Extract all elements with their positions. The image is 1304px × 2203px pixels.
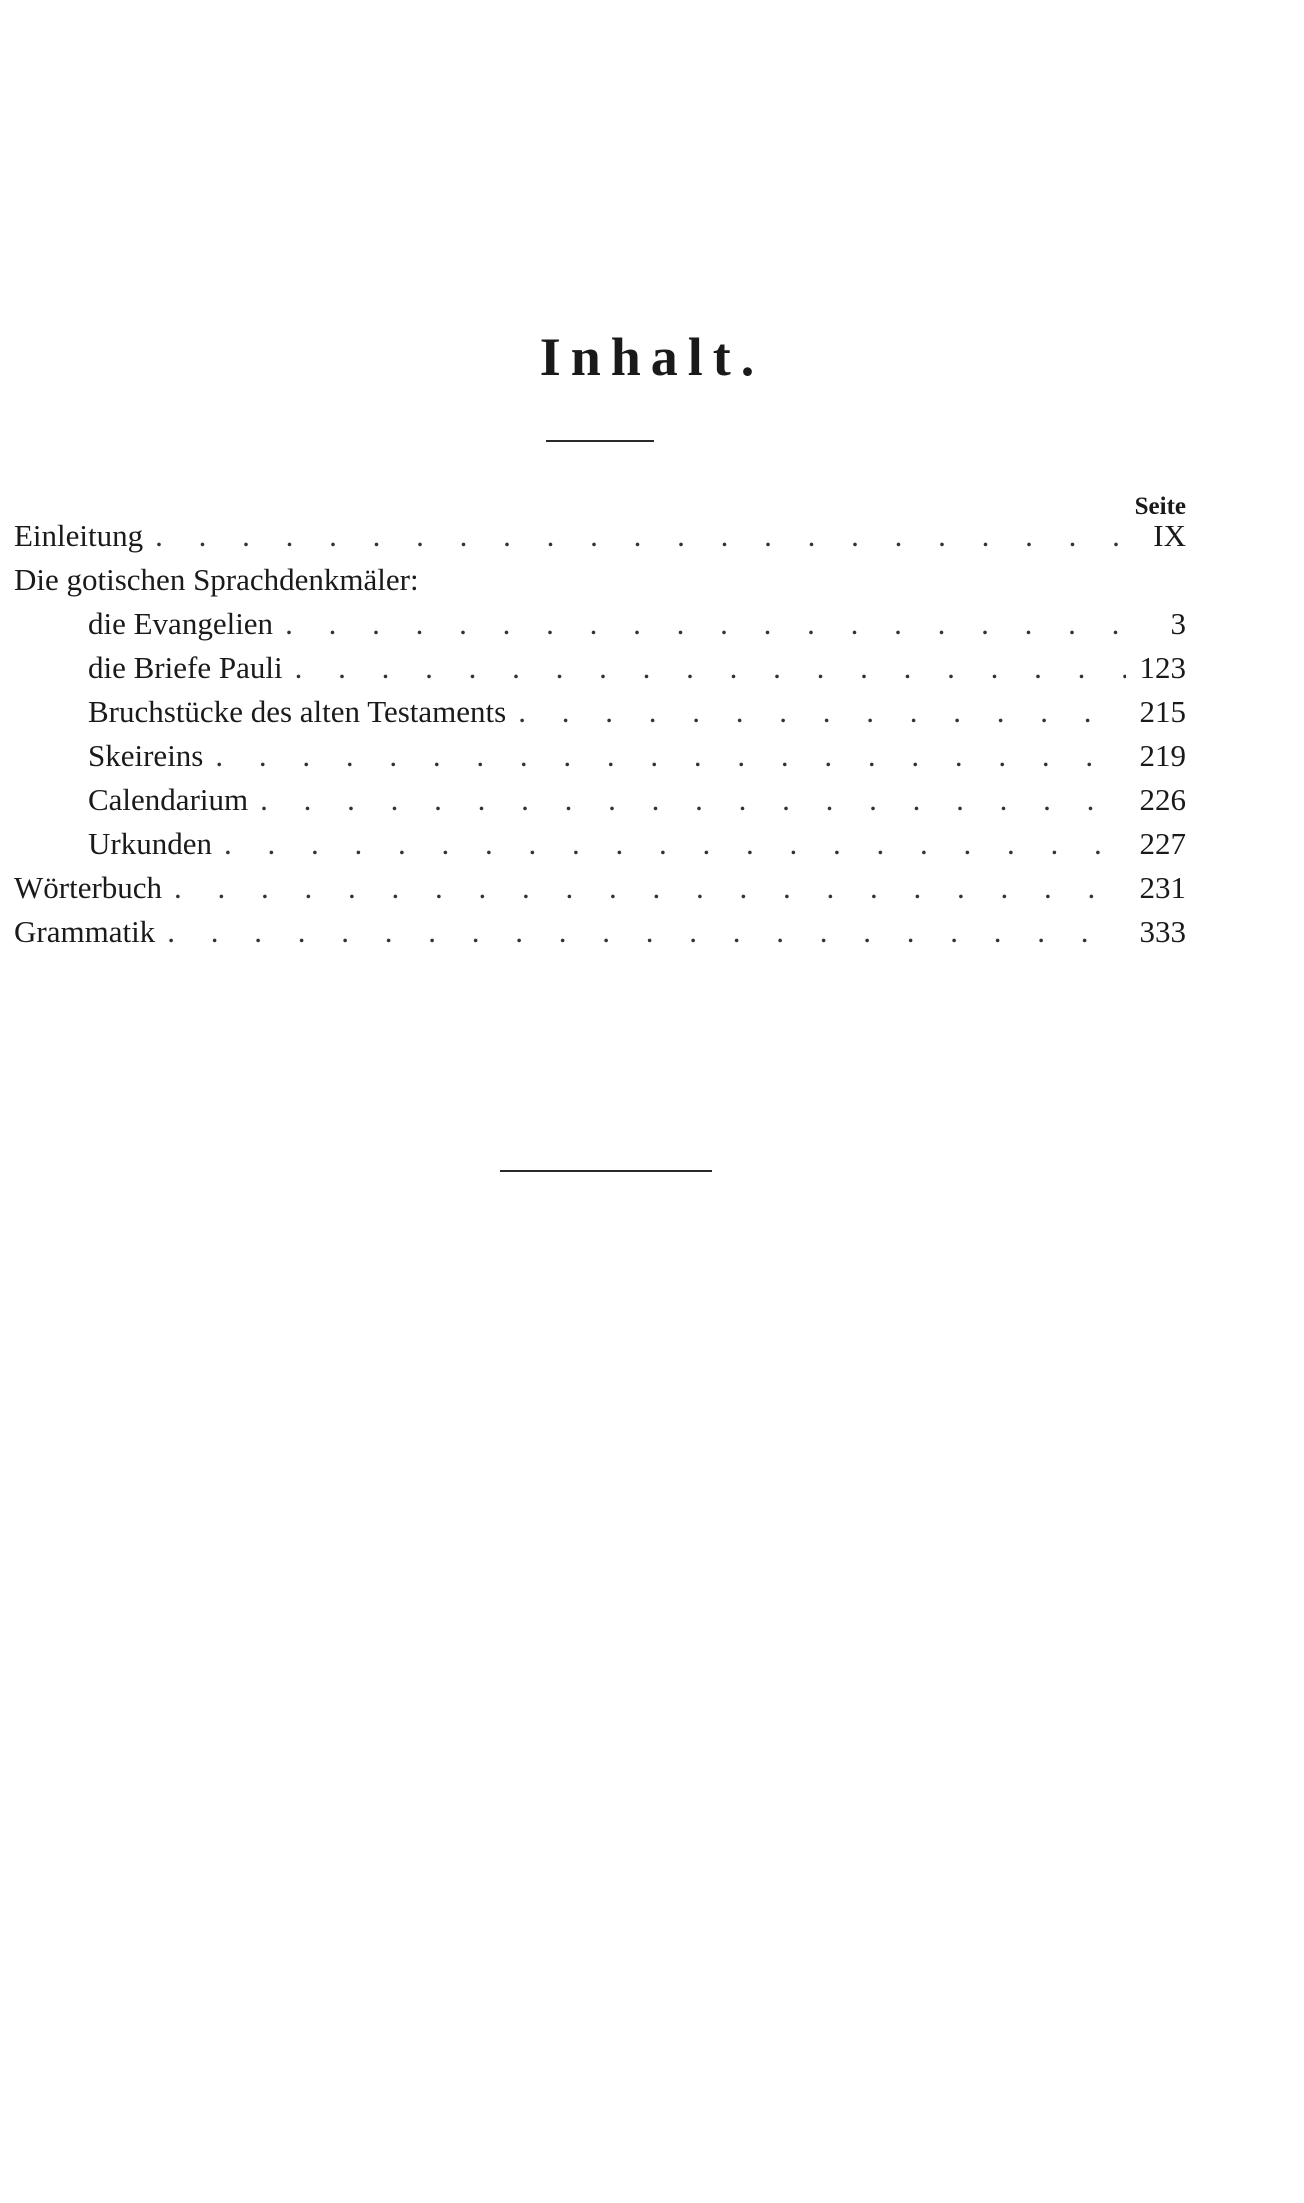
toc-entry-page: 226 [1139,782,1186,817]
page-column-header: Seite [1134,493,1186,520]
toc-section-label: Die gotischen Sprachdenkmäler: [14,562,419,597]
toc-section-sprachdenkmaeler [14,558,1186,602]
dot-leader [506,690,1126,734]
toc-entry-page: 227 [1139,826,1186,861]
toc-entry-skeireins [14,734,1186,778]
toc-entry-woerterbuch [14,866,1186,910]
toc-entry-page: IX [1153,518,1186,553]
toc-entry-page: 219 [1139,738,1186,773]
table-of-contents [14,492,1186,954]
dot-leader [212,822,1126,866]
toc-entry-calendarium [14,778,1186,822]
toc-entry-bruchstuecke [14,690,1186,734]
toc-entry-page: 123 [1139,650,1186,685]
dot-leader [203,734,1126,778]
title-divider [546,440,654,442]
closing-divider [500,1170,712,1172]
toc-entry-page: 333 [1139,914,1186,949]
page-title: Inhalt. [539,327,765,387]
toc-entry-label: Skeireins [88,738,204,773]
dot-leader [143,514,1126,558]
toc-entry-label: Einleitung [14,518,144,553]
toc-entry-urkunden [14,822,1186,866]
toc-entry-label: die Evangelien [88,606,274,641]
toc-entry-einleitung [14,514,1186,558]
toc-entry-label: Wörterbuch [14,870,163,905]
toc-entry-page: 3 [1170,606,1186,641]
toc-entry-label: Grammatik [14,914,156,949]
toc-entry-label: Urkunden [88,826,212,861]
dot-leader [248,778,1126,822]
toc-entry-page: 215 [1139,694,1186,729]
toc-entry-page: 231 [1139,870,1186,905]
toc-entry-label: Calendarium [88,782,249,817]
dot-leader [283,646,1126,690]
toc-entry-evangelien [14,602,1186,646]
toc-entry-grammatik [14,910,1186,954]
dot-leader [273,602,1126,646]
dot-leader [162,866,1126,910]
toc-entry-briefe-pauli [14,646,1186,690]
toc-entry-label: Bruchstücke des alten Testaments [88,694,507,729]
toc-entry-label: die Briefe Pauli [88,650,283,685]
dot-leader [155,910,1126,954]
